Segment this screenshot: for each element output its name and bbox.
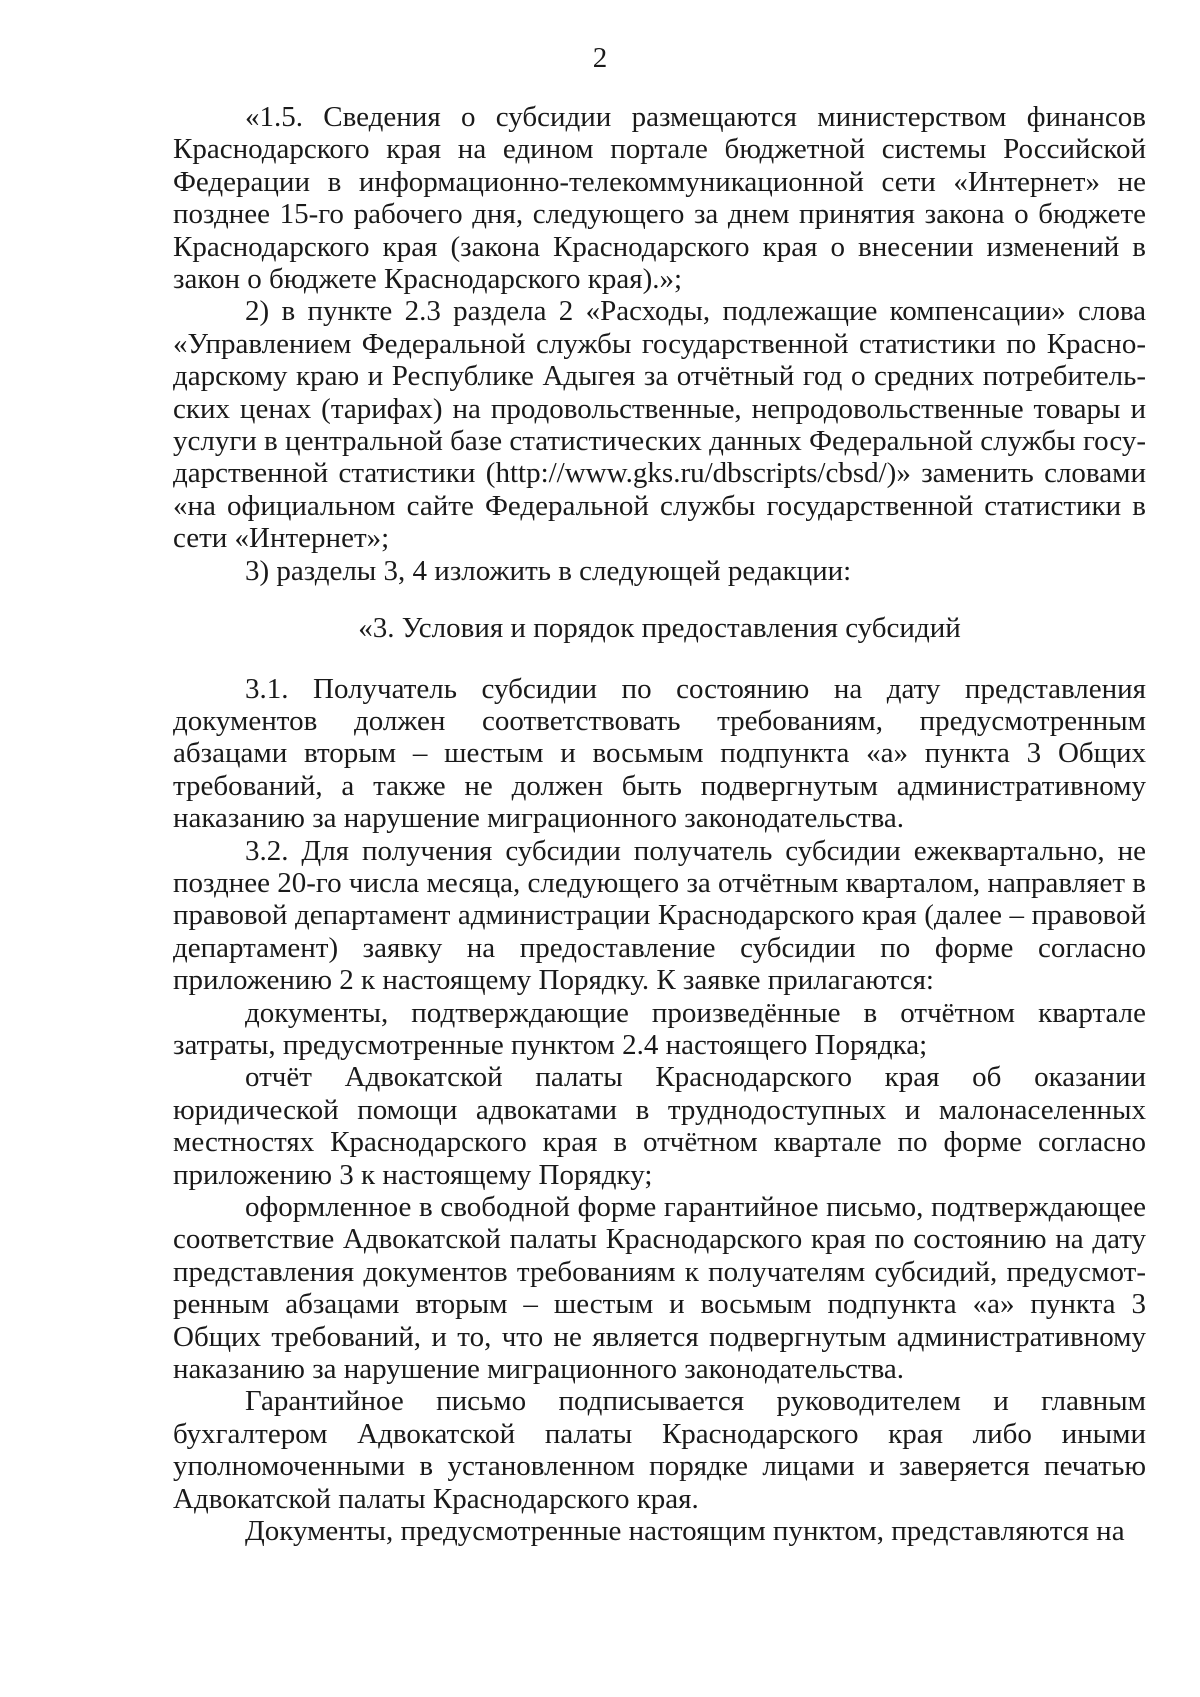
paragraph-letter-signing: Гарантийное письмо подписывается руководителем и главным бухгалтером Адвокатской палаты Краснодарского края либо иными уполномоченными в установленном порядке лицами и заверяется печатью Адвокатской палаты Краснодарского края. <box>173 1385 1146 1515</box>
paragraph-guarantee-letter: оформленное в свободной форме гарантийное письмо, подтверждающее соответствие Адвокатской палаты Краснодарского края по состоянию на дату представления документов требованиям к получателям субсидий, предусмотренным абзацами вторым – шестым и восьмым подпункта «а» пункта 3 Общих требований, и то, что не является подвергнутым административному наказанию за нарушение миграционного законодательства. <box>173 1191 1146 1386</box>
paragraph-documents-costs: документы, подтверждающие произведённые в отчётном квартале затраты, предусмотренные пунктом 2.4 настоящего Порядка; <box>173 996 1146 1061</box>
document-body <box>173 101 1146 1547</box>
paragraph-3-2: 3.2. Для получения субсидии получатель субсидии ежеквартально, не позднее 20-го числа месяца, следующего за отчётным кварталом, направляет в правовой департамент администрации Краснодарского края (далее – правовой департамент) заявку на предоставление субсидии по форме согласно приложению 2 к настоящему Порядку. К заявке прилагаются: <box>173 834 1146 997</box>
section-heading: «3. Условия и порядок предоставления субсидий <box>358 612 961 645</box>
page-number: 2 <box>592 42 608 74</box>
paragraph-report: отчёт Адвокатской палаты Краснодарского края об оказании юридической помощи адвокатами в труднодоступных и малонаселенных местностях Краснодарского края в отчётном квартале по форме согласно приложению 3 к настоящему Порядку; <box>173 1061 1146 1191</box>
paragraph-item-3: 3) разделы 3, 4 изложить в следующей редакции: <box>245 554 852 587</box>
paragraph-3-1: 3.1. Получатель субсидии по состоянию на дату представления документов должен соответствовать требованиям, предусмотренным абзацами вторым – шестым и восьмым подпункта «а» пункта 3 Общих требований, а также не должен быть подвергнутым административному наказанию за нарушение миграционного законодательства. <box>173 672 1146 835</box>
paragraph-documents-submission: Документы, предусмотренные настоящим пунктом, представляются на <box>245 1515 1125 1548</box>
paragraph-1-5: «1.5. Сведения о субсидии размещаются министерством финансов Краснодарского края на едином портале бюджетной системы Российской Федерации в информационно-телекоммуникационной сети «Интернет» не позднее 15-го рабочего дня, следующего за днем принятия закона о бюджете Краснодарского края (закона Краснодарского края о внесении изменений в закон о бюджете Краснодарского края).»; <box>173 101 1146 296</box>
paragraph-item-2: 2) в пункте 2.3 раздела 2 «Расходы, подлежащие компенсации» слова «Управлением Федеральной службы государственной статистики по Краснодарскому краю и Республике Адыгея за отчётный год о средних потребительских ценах (тарифах) на продовольственные, непродовольственные товары и услуги в центральной базе статистических данных Федеральной службы государственной статистики (http://www.gks.ru/dbscripts/cbsd/)» заменить словами «на официальном сайте Федеральной службы государственной статистики в сети «Интернет»; <box>173 295 1146 555</box>
